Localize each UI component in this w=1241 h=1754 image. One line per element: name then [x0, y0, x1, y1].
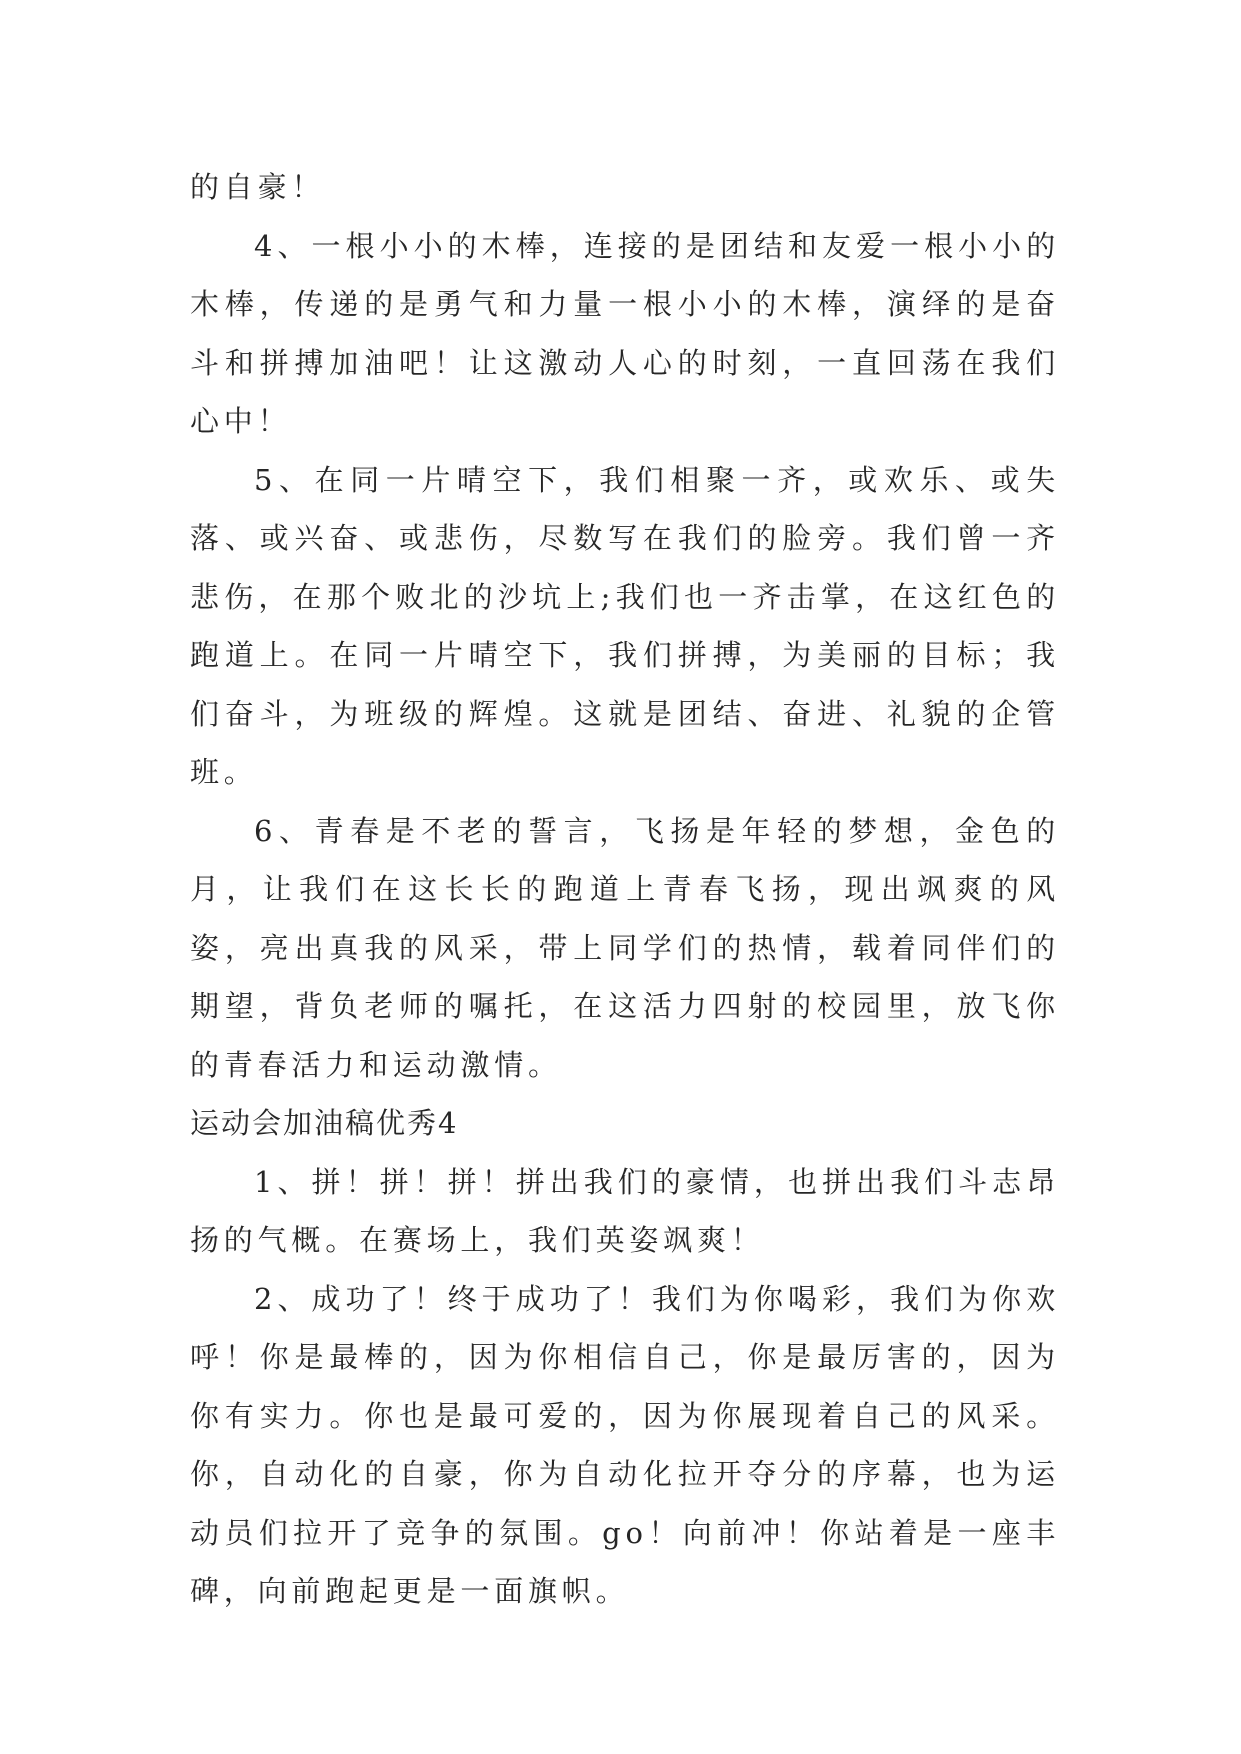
section-heading: 运动会加油稿优秀4: [190, 1106, 459, 1140]
paragraph-item-4: 4、一根小小的木棒，连接的是团结和友爱一根小小的木棒，传递的是勇气和力量一根小小的木棒，演绎的是奋斗和拼搏加油吧！让这激动人心的时刻，一直回荡在我们心中！: [190, 228, 1060, 438]
document-body: [190, 158, 1060, 1621]
paragraph-item-2: 2、成功了！终于成功了！我们为你喝彩，我们为你欢呼！你是最棒的，因为你相信自己，你是最厉害的，因为你有实力。你也是最可爱的，因为你展现着自己的风采。你，自动化的自豪，你为自动化拉开夺分的序幕，也为运动员们拉开了竞争的氛围。go！向前冲！你站着是一座丰碑，向前跑起更是一面旗帜。: [190, 1281, 1060, 1608]
paragraph-item-6: 6、青春是不老的誓言，飞扬是年轻的梦想，金色的月，让我们在这长长的跑道上青春飞扬，现出飒爽的风姿，亮出真我的风采，带上同学们的热情，载着同伴们的期望，背负老师的嘱托，在这活力四射的校园里，放飞你的青春活力和运动激情。: [190, 813, 1060, 1082]
paragraph-item-1: 1、拼！拼！拼！拼出我们的豪情，也拼出我们斗志昂扬的气概。在赛场上，我们英姿飒爽！: [190, 1164, 1060, 1257]
paragraph-item-5: 5、在同一片晴空下，我们相聚一齐，或欢乐、或失落、或兴奋、或悲伤，尽数写在我们的脸旁。我们曾一齐悲伤，在那个败北的沙坑上;我们也一齐击掌，在这红色的跑道上。在同一片晴空下，我们拼搏，为美丽的目标；我们奋斗，为班级的辉煌。这就是团结、奋进、礼貌的企管班。: [190, 462, 1060, 789]
paragraph-continuation: 的自豪！: [190, 170, 326, 204]
